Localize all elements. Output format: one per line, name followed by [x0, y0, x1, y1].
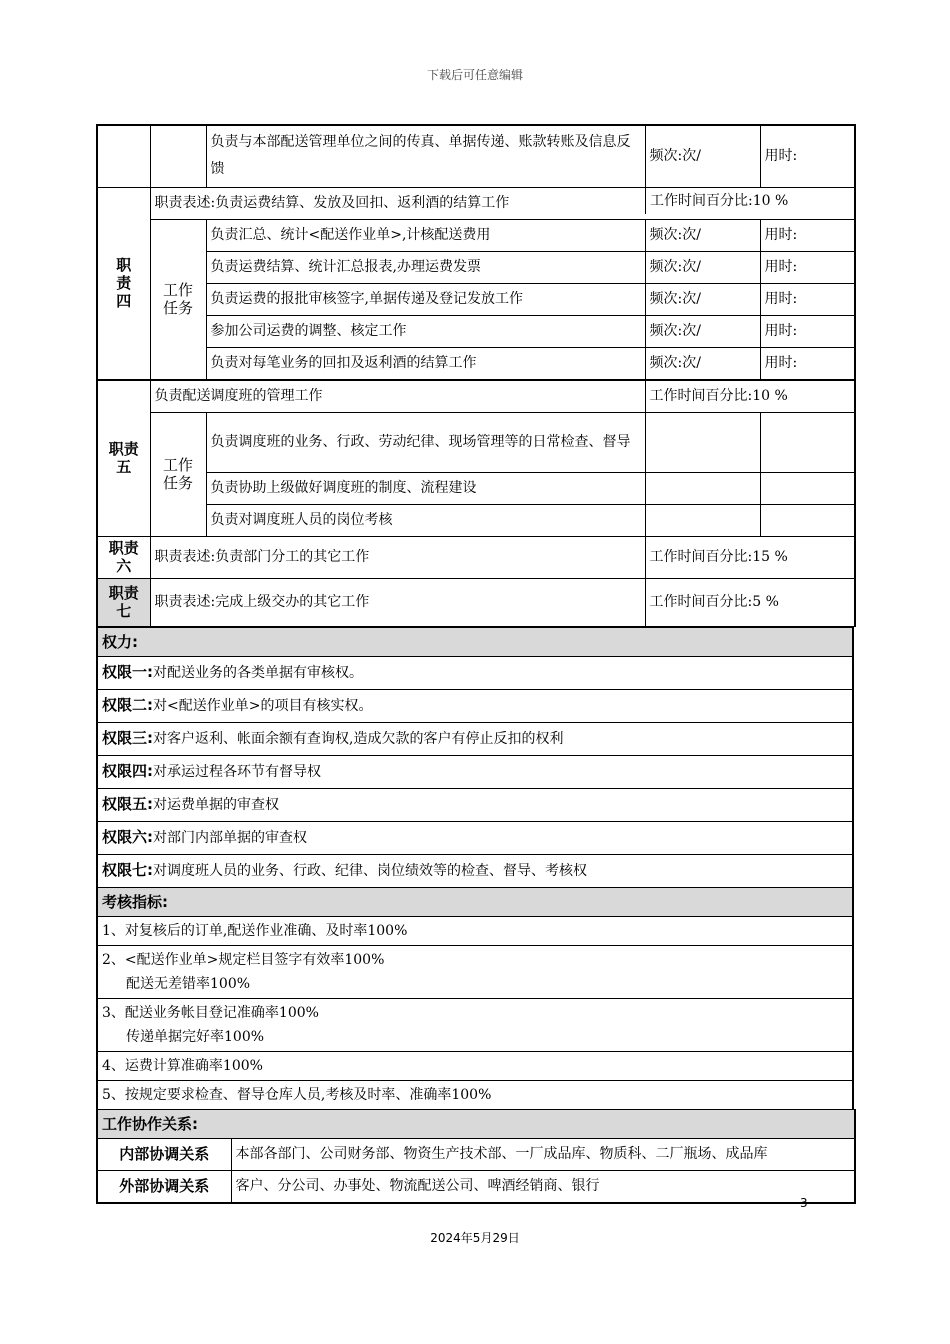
task-time: 用时:	[760, 251, 855, 283]
authority-text: 对运费单据的审查权	[153, 796, 279, 813]
task-text: 负责运费的报批审核签字,单据传递及登记发放工作	[206, 283, 645, 315]
authority-text: 对客户返利、帐面余额有查询权,造成欠款的客户有停止反扣的权利	[153, 730, 564, 747]
task-text: 负责汇总、统计<配送作业单>,计核配送费用	[206, 219, 645, 251]
duty4-description: 职责表述:负责运费结算、发放及回扣、返利酒的结算工作	[150, 187, 760, 219]
duties-table	[96, 124, 856, 381]
task-time: 用时:	[760, 315, 855, 347]
coordination-title: 工作协作关系:	[97, 1109, 855, 1138]
task-time: 用时:	[760, 347, 855, 380]
duty6-label: 职责六	[97, 536, 150, 578]
duty5-description: 负责配送调度班的管理工作	[150, 380, 645, 412]
task-label-cell	[150, 125, 206, 187]
authority-label: 权限五:	[102, 794, 153, 813]
external-coordination-text: 客户、分公司、办事处、物流配送公司、啤酒经销商、银行	[231, 1170, 855, 1203]
duty7-description: 职责表述:完成上级交办的其它工作	[150, 578, 645, 626]
duty7-label: 职责七	[97, 578, 150, 626]
task-frequency: 频次:次/	[645, 283, 760, 315]
internal-coordination-label: 内部协调关系	[97, 1138, 231, 1170]
task-frequency	[645, 412, 760, 472]
authority-text: 对调度班人员的业务、行政、纪律、岗位绩效等的检查、督导、考核权	[153, 862, 587, 879]
task-time: 用时:	[760, 219, 855, 251]
kpi-table	[96, 887, 854, 1110]
kpi-item: 3、配送业务帐目登记准确率100% 传递单据完好率100%	[97, 998, 853, 1051]
duty5-task-label: 工作任务	[150, 412, 206, 536]
duty7-time-percent: 工作时间百分比:5 %	[645, 578, 855, 626]
duty5-time-percent: 工作时间百分比:10 %	[645, 380, 855, 412]
job-description-table	[96, 124, 854, 1204]
task-time	[760, 504, 855, 536]
duty5-label: 职责五	[97, 380, 150, 536]
internal-coordination-text: 本部各部门、公司财务部、物资生产技术部、一厂成品库、物质科、二厂瓶场、成品库	[231, 1138, 855, 1170]
duty4-label: 职责四	[97, 187, 150, 380]
authority-label: 权限六:	[102, 827, 153, 846]
duty6-description: 职责表述:负责部门分工的其它工作	[150, 536, 645, 578]
authority-text: 对部门内部单据的审查权	[153, 829, 307, 846]
authority-table	[96, 626, 854, 888]
authority-title: 权力:	[97, 627, 853, 657]
duty3-last-task-row	[97, 125, 855, 187]
authority-label: 权限一:	[102, 662, 153, 681]
page-header: 下载后可任意编辑	[426, 68, 523, 82]
authority-item	[97, 656, 853, 689]
task-text: 负责对调度班人员的岗位考核	[206, 504, 645, 536]
duty4-time-percent: 工作时间百分比:10 %	[645, 188, 853, 214]
task-time	[760, 472, 855, 504]
authority-label: 权限三:	[102, 728, 153, 747]
authority-item	[97, 854, 853, 887]
task-frequency	[645, 472, 760, 504]
footer-date: 2024年5月29日	[430, 1231, 520, 1245]
task-text: 负责对每笔业务的回扣及返利酒的结算工作	[206, 347, 645, 380]
duties-table-continued	[96, 380, 856, 627]
task-time: 用时:	[760, 125, 855, 187]
task-frequency	[645, 504, 760, 536]
authority-item	[97, 788, 853, 821]
task-frequency: 频次:次/	[645, 315, 760, 347]
authority-text: 对配送业务的各类单据有审核权。	[153, 664, 363, 681]
task-text: 负责协助上级做好调度班的制度、流程建设	[206, 472, 645, 504]
task-time: 用时:	[760, 283, 855, 315]
kpi-item: 5、按规定要求检查、督导仓库人员,考核及时率、准确率100%	[97, 1080, 853, 1109]
kpi-item: 2、<配送作业单>规定栏目签字有效率100% 配送无差错率100%	[97, 945, 853, 998]
authority-item	[97, 821, 853, 854]
task-text: 负责运费结算、统计汇总报表,办理运费发票	[206, 251, 645, 283]
task-frequency: 频次:次/	[645, 347, 760, 380]
authority-item	[97, 755, 853, 788]
task-text: 参加公司运费的调整、核定工作	[206, 315, 645, 347]
authority-text: 对承运过程各环节有督导权	[153, 763, 321, 780]
external-coordination-label: 外部协调关系	[97, 1170, 231, 1203]
authority-label: 权限二:	[102, 695, 153, 714]
authority-text: 对<配送作业单>的项目有核实权。	[153, 697, 373, 714]
duty-label-cell	[97, 125, 150, 187]
duty6-time-percent: 工作时间百分比:15 %	[645, 536, 855, 578]
kpi-item: 1、对复核后的订单,配送作业准确、及时率100%	[97, 916, 853, 945]
coordination-table	[96, 1109, 856, 1204]
kpi-title: 考核指标:	[97, 887, 853, 916]
duty4-task-label: 工作任务	[150, 219, 206, 380]
page-number: 3	[800, 1196, 808, 1210]
authority-label: 权限四:	[102, 761, 153, 780]
authority-item	[97, 689, 853, 722]
authority-label: 权限七:	[102, 860, 153, 879]
task-text: 负责与本部配送管理单位之间的传真、单据传递、账款转账及信息反馈	[206, 125, 645, 187]
task-frequency: 频次:次/	[645, 251, 760, 283]
task-frequency: 频次:次/	[645, 219, 760, 251]
task-time	[760, 412, 855, 472]
kpi-item: 4、运费计算准确率100%	[97, 1051, 853, 1080]
task-text: 负责调度班的业务、行政、劳动纪律、现场管理等的日常检查、督导	[206, 412, 645, 472]
task-frequency: 频次:次/	[645, 125, 760, 187]
authority-item	[97, 722, 853, 755]
